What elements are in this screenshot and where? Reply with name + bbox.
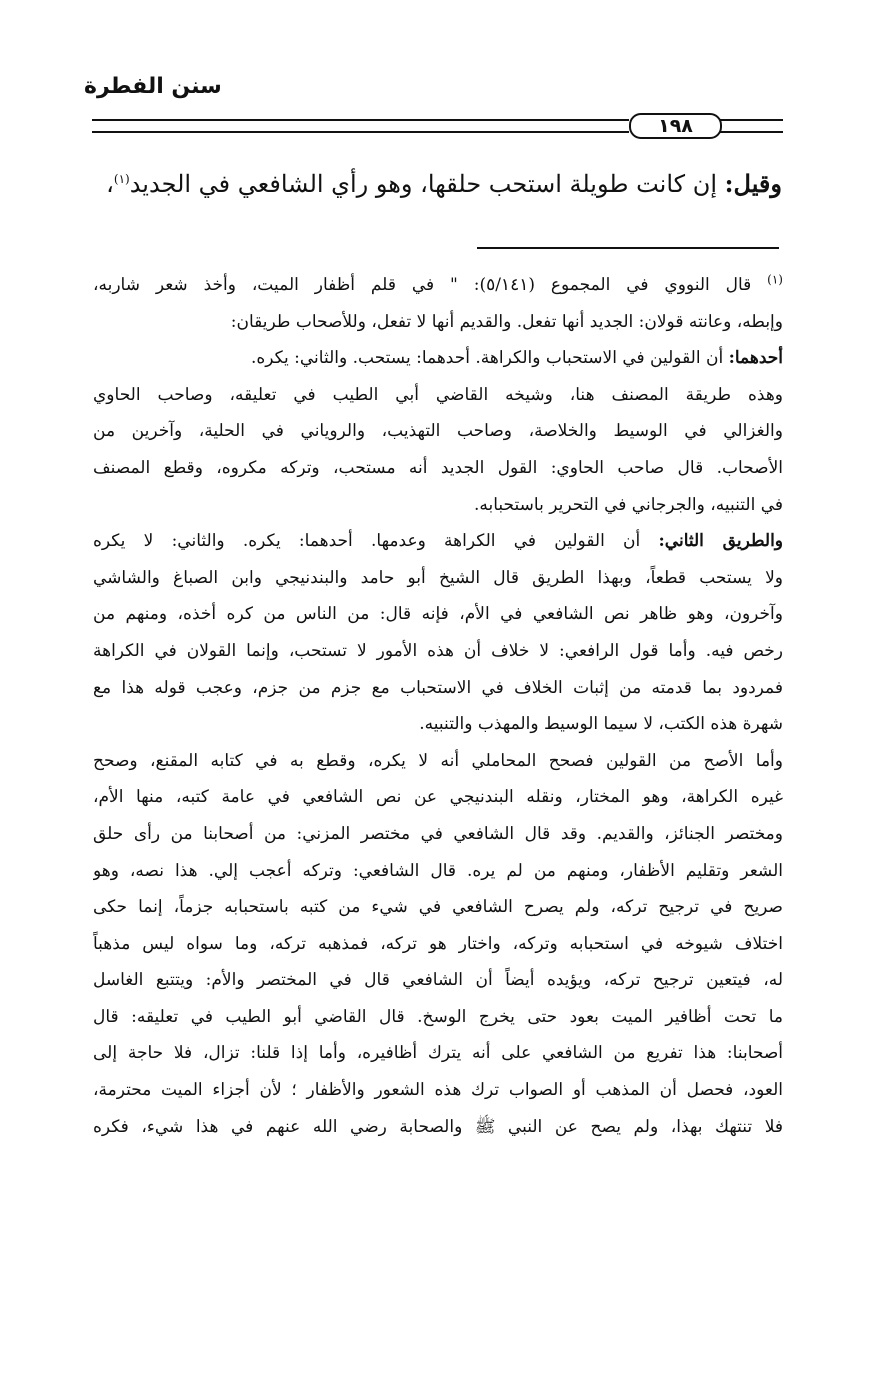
footnote-line [93, 743, 783, 780]
main-text-body: إن كانت طويلة استحب حلقها، وهو رأي الشافعي في الجديد [129, 170, 725, 198]
footnote-line [93, 596, 783, 633]
footnote-line [93, 633, 783, 670]
header-rule-right [718, 119, 783, 133]
footnote-line [93, 1109, 783, 1146]
footnote-line-text: رخص فيه. وأما قول الرافعي: لا خلاف أن هذه الأمور لا تستحب، وإنما القولان في الكراهة [93, 640, 783, 661]
footnote-line-text: صريح في ترجيح تركه، ولم يصرح الشافعي في شيء من كتبه باستحبابه جزماً، إنما حكى [93, 897, 783, 918]
footnote-line-text: قال النووي في المجموع (٥/١٤١): " في قلم أظفار الميت، وأخذ شعر شاربه، [93, 275, 768, 295]
footnote-line-text: الشعر وتقليم الأظفار، ومنهم من لم يره. قال الشافعي: وتركه أعجب إلي. هذا نصه، وهو [93, 860, 783, 881]
footnote-line-text: أن القولين في الكراهة وعدمها. أحدهما: يكره. والثاني: لا يكره [93, 531, 659, 552]
footnote-line-text: غيره الكراهة، وهو المختار، ونقله البندنيجي عن نص الشافعي في عامة كتبه، منها الأم، [93, 787, 783, 808]
footnote-line-text: وإبطه، وعانته قولان: الجديد أنها تفعل. والقديم أنها لا تفعل، وللأصحاب طريقان: [230, 311, 783, 332]
footnote-line [93, 413, 783, 450]
header-rule-left [92, 119, 629, 133]
footnote-line [93, 926, 783, 963]
main-lead-word: وقيل: [724, 169, 782, 198]
footnote-line-text: العود، فحصل أن المذهب أو الصواب ترك هذه الشعور والأظفار ؛ لأن أجزاء الميت محترمة، [93, 1080, 783, 1101]
footnote-line-text: ولا يستحب قطعاً، وبهذا الطريق قال الشيخ أبو حامد والبندنيجي وابن الصباغ والشاشي [93, 567, 783, 588]
main-footnote-marker: (١) [113, 172, 130, 186]
footnote-block [93, 267, 783, 1145]
footnote-line [93, 487, 783, 524]
footnote-marker: (١) [767, 272, 783, 287]
footnote-line-text: وآخرون، وهو ظاهر نص الشافعي في الأم، فإنه قال: من الناس من كره أخذه، ومنهم من [93, 604, 783, 625]
footnote-line [93, 889, 783, 926]
footnote-line [93, 304, 783, 341]
footnote-line-text: ومختصر الجنائز، والقديم. وقد قال الشافعي في مختصر المزني: من أصحابنا من رأى حلق [93, 823, 783, 844]
footnote-line-text: فمردود بما قدمته من إثبات الخلاف في الاستحباب مع جزم من جزم، وعجب قوله هذا مع [93, 677, 783, 698]
footnote-line-text: الأصحاب. قال صاحب الحاوي: القول الجديد أنه مستحب، وتركه مكروه، وقطع المصنف [93, 457, 783, 478]
footnote-line-text: أن القولين في الاستحباب والكراهة. أحدهما: يستحب. والثاني: يكره. [250, 348, 729, 369]
footnote-line-text: في التنبيه، والجرجاني في التحرير باستحبابه. [473, 494, 783, 515]
footnote-separator [477, 247, 779, 249]
footnote-line [93, 706, 783, 743]
footnote-line [93, 853, 783, 890]
footnote-line-text: اختلاف شيوخه في استحبابه وتركه، واختار هو تركه، فمذهبه تركه، وما سواه ليس مذهباً [93, 933, 783, 954]
footnote-line [93, 962, 783, 999]
footnote-line [93, 267, 783, 304]
footnote-line-text: وهذه طريقة المصنف هنا، وشيخه القاضي أبي الطيب في تعليقه، وصاحب الحاوي [93, 384, 783, 405]
footnote-line [93, 670, 783, 707]
footnote-line [93, 560, 783, 597]
footnote-line [93, 340, 783, 377]
main-text [82, 164, 782, 204]
footnote-line-text: له، فيتعين ترجيح تركه، ويؤيده أيضاً أن الشافعي قال في المختصر والأم: ويتتبع الغاسل [93, 970, 783, 991]
footnote-line [93, 779, 783, 816]
footnote-lead-word: والطريق الثاني: [658, 531, 783, 552]
footnote-line [93, 1035, 783, 1072]
footnote-line-text: فلا تنتهك بهذا، ولم يصح عن النبي ﷺ والصحابة رضي الله عنهم في هذا شيء، فكره [93, 1116, 783, 1137]
running-header-title: سنن الفطرة [84, 74, 222, 99]
footnote-line-text: والغزالي في الوسيط والخلاصة، وصاحب التهذيب، والروياني في الحلية، وآخرين من [93, 421, 783, 442]
footnote-line-text: وأما الأصح من القولين فصحح المحاملي أنه لا يكره، وقطع به في كتابه المقنع، وصحح [93, 750, 783, 771]
footnote-line [93, 999, 783, 1036]
footnote-line [93, 523, 783, 560]
footnote-line [93, 450, 783, 487]
footnote-line-text: شهرة هذه الكتب، لا سيما الوسيط والمهذب والتنبيه. [419, 714, 783, 735]
footnote-line-text: ما تحت أظافير الميت بعود حتى يخرج الوسخ. قال القاضي أبو الطيب في تعليقه: قال [93, 1006, 783, 1027]
main-text-end: ، [106, 170, 114, 198]
page-number: ١٩٨ [629, 113, 722, 139]
footnote-lead-word: أحدهما: [728, 348, 783, 369]
footnote-line [93, 377, 783, 414]
footnote-line [93, 816, 783, 853]
footnote-line [93, 1072, 783, 1109]
footnote-line-text: أصحابنا: هذا تفريع من الشافعي على أنه يترك أظافيره، وأما إذا قلنا: تزال، فلا حاجة إلى [93, 1043, 783, 1064]
